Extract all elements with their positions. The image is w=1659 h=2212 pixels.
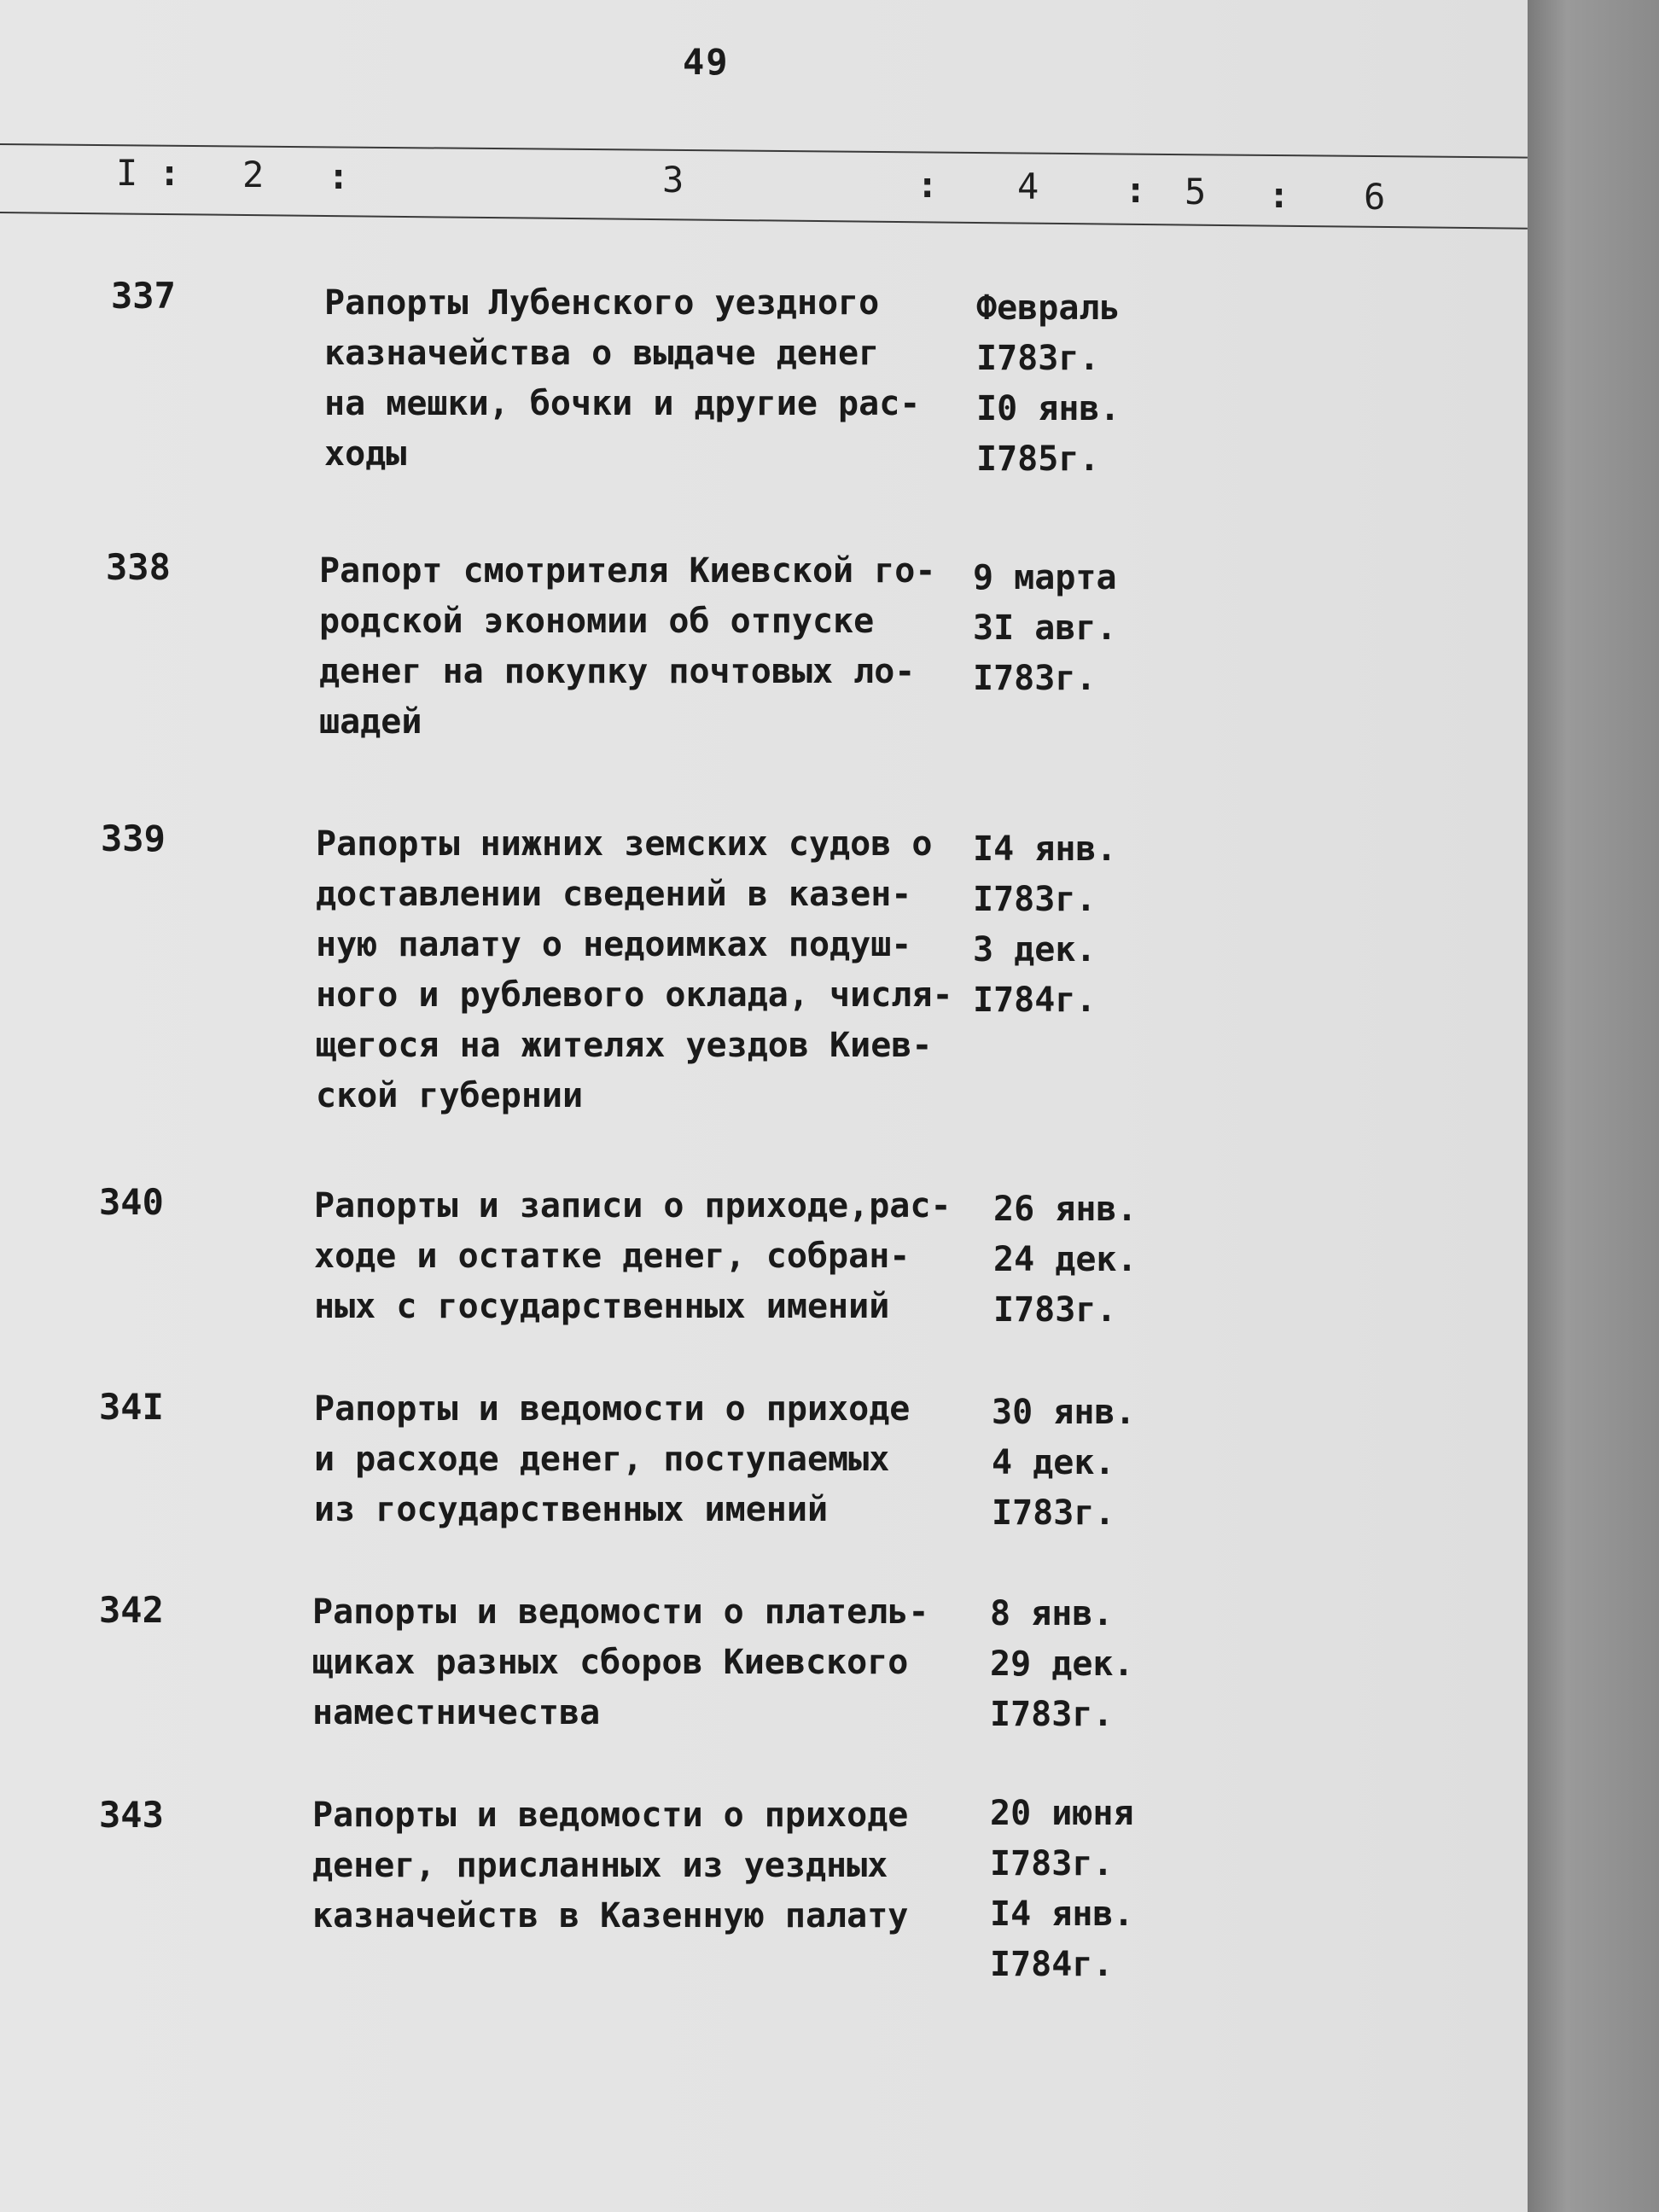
entry-description: Рапорты и ведомости о платель- щиках разных сборов Киевского наместничества <box>312 1592 929 1732</box>
entry-dates: 20 июня I783г. I4 янв. I784г. <box>990 1794 1134 1984</box>
column-separator: : <box>1125 169 1147 211</box>
entry-number: 340 <box>99 1181 164 1223</box>
entry-number: 342 <box>99 1589 164 1631</box>
column-header-2: 2 <box>242 154 265 195</box>
entry-number: 338 <box>106 546 171 588</box>
entry-dates: Февраль I783г. I0 янв. I785г. <box>976 288 1121 479</box>
column-header-4: 4 <box>1017 166 1039 207</box>
background-edge <box>1528 0 1659 2212</box>
entry-description: Рапорт смотрителя Киевской го- родской экономии об отпуске денег на покупку почтовых ло- шадей <box>319 551 936 742</box>
column-header-3: 3 <box>662 159 684 201</box>
entry-dates: 8 янв. 29 дек. I783г. <box>990 1594 1134 1734</box>
entry-description: Рапорты и ведомости о приходе и расходе денег, поступаемых из государственных имений <box>314 1389 911 1529</box>
entry-number: 339 <box>101 818 166 859</box>
column-separator: : <box>159 152 181 194</box>
entry-dates: 30 янв. 4 дек. I783г. <box>992 1393 1136 1533</box>
entry-description: Рапорты нижних земских судов о доставлении сведений в казен- ную палату о недоимках подуш- ного и рублевого оклада, числя- щегося на жителях уездов Киев- ской губернии <box>316 824 953 1115</box>
entry-number: 337 <box>111 275 176 317</box>
entry-description: Рапорты и ведомости о приходе денег, присланных из уездных казначейств в Казенную палату <box>312 1796 909 1936</box>
page-number: 49 <box>683 41 730 83</box>
entry-description: Рапорты Лубенского уездного казначейства о выдаче денег на мешки, бочки и другие рас- ходы <box>324 283 921 474</box>
entry-description: Рапорты и записи о приходе,рас- ходе и остатке денег, собран- ных с государственных имений <box>314 1186 952 1326</box>
header-top-rule <box>0 143 1528 159</box>
entry-dates: 26 янв. 24 дек. I783г. <box>993 1190 1138 1330</box>
column-header-1: I <box>116 152 138 194</box>
column-separator: : <box>328 155 350 197</box>
column-separator: : <box>917 164 939 206</box>
column-header-6: 6 <box>1364 176 1386 218</box>
header-bottom-rule <box>0 212 1528 230</box>
column-header-5: 5 <box>1185 171 1207 212</box>
entry-dates: 9 марта 3I авг. I783г. <box>973 558 1117 698</box>
entry-number: 343 <box>99 1794 164 1836</box>
entry-dates: I4 янв. I783г. 3 дек. I784г. <box>973 830 1117 1020</box>
column-separator: : <box>1268 174 1290 216</box>
entry-number: 34I <box>99 1386 164 1428</box>
